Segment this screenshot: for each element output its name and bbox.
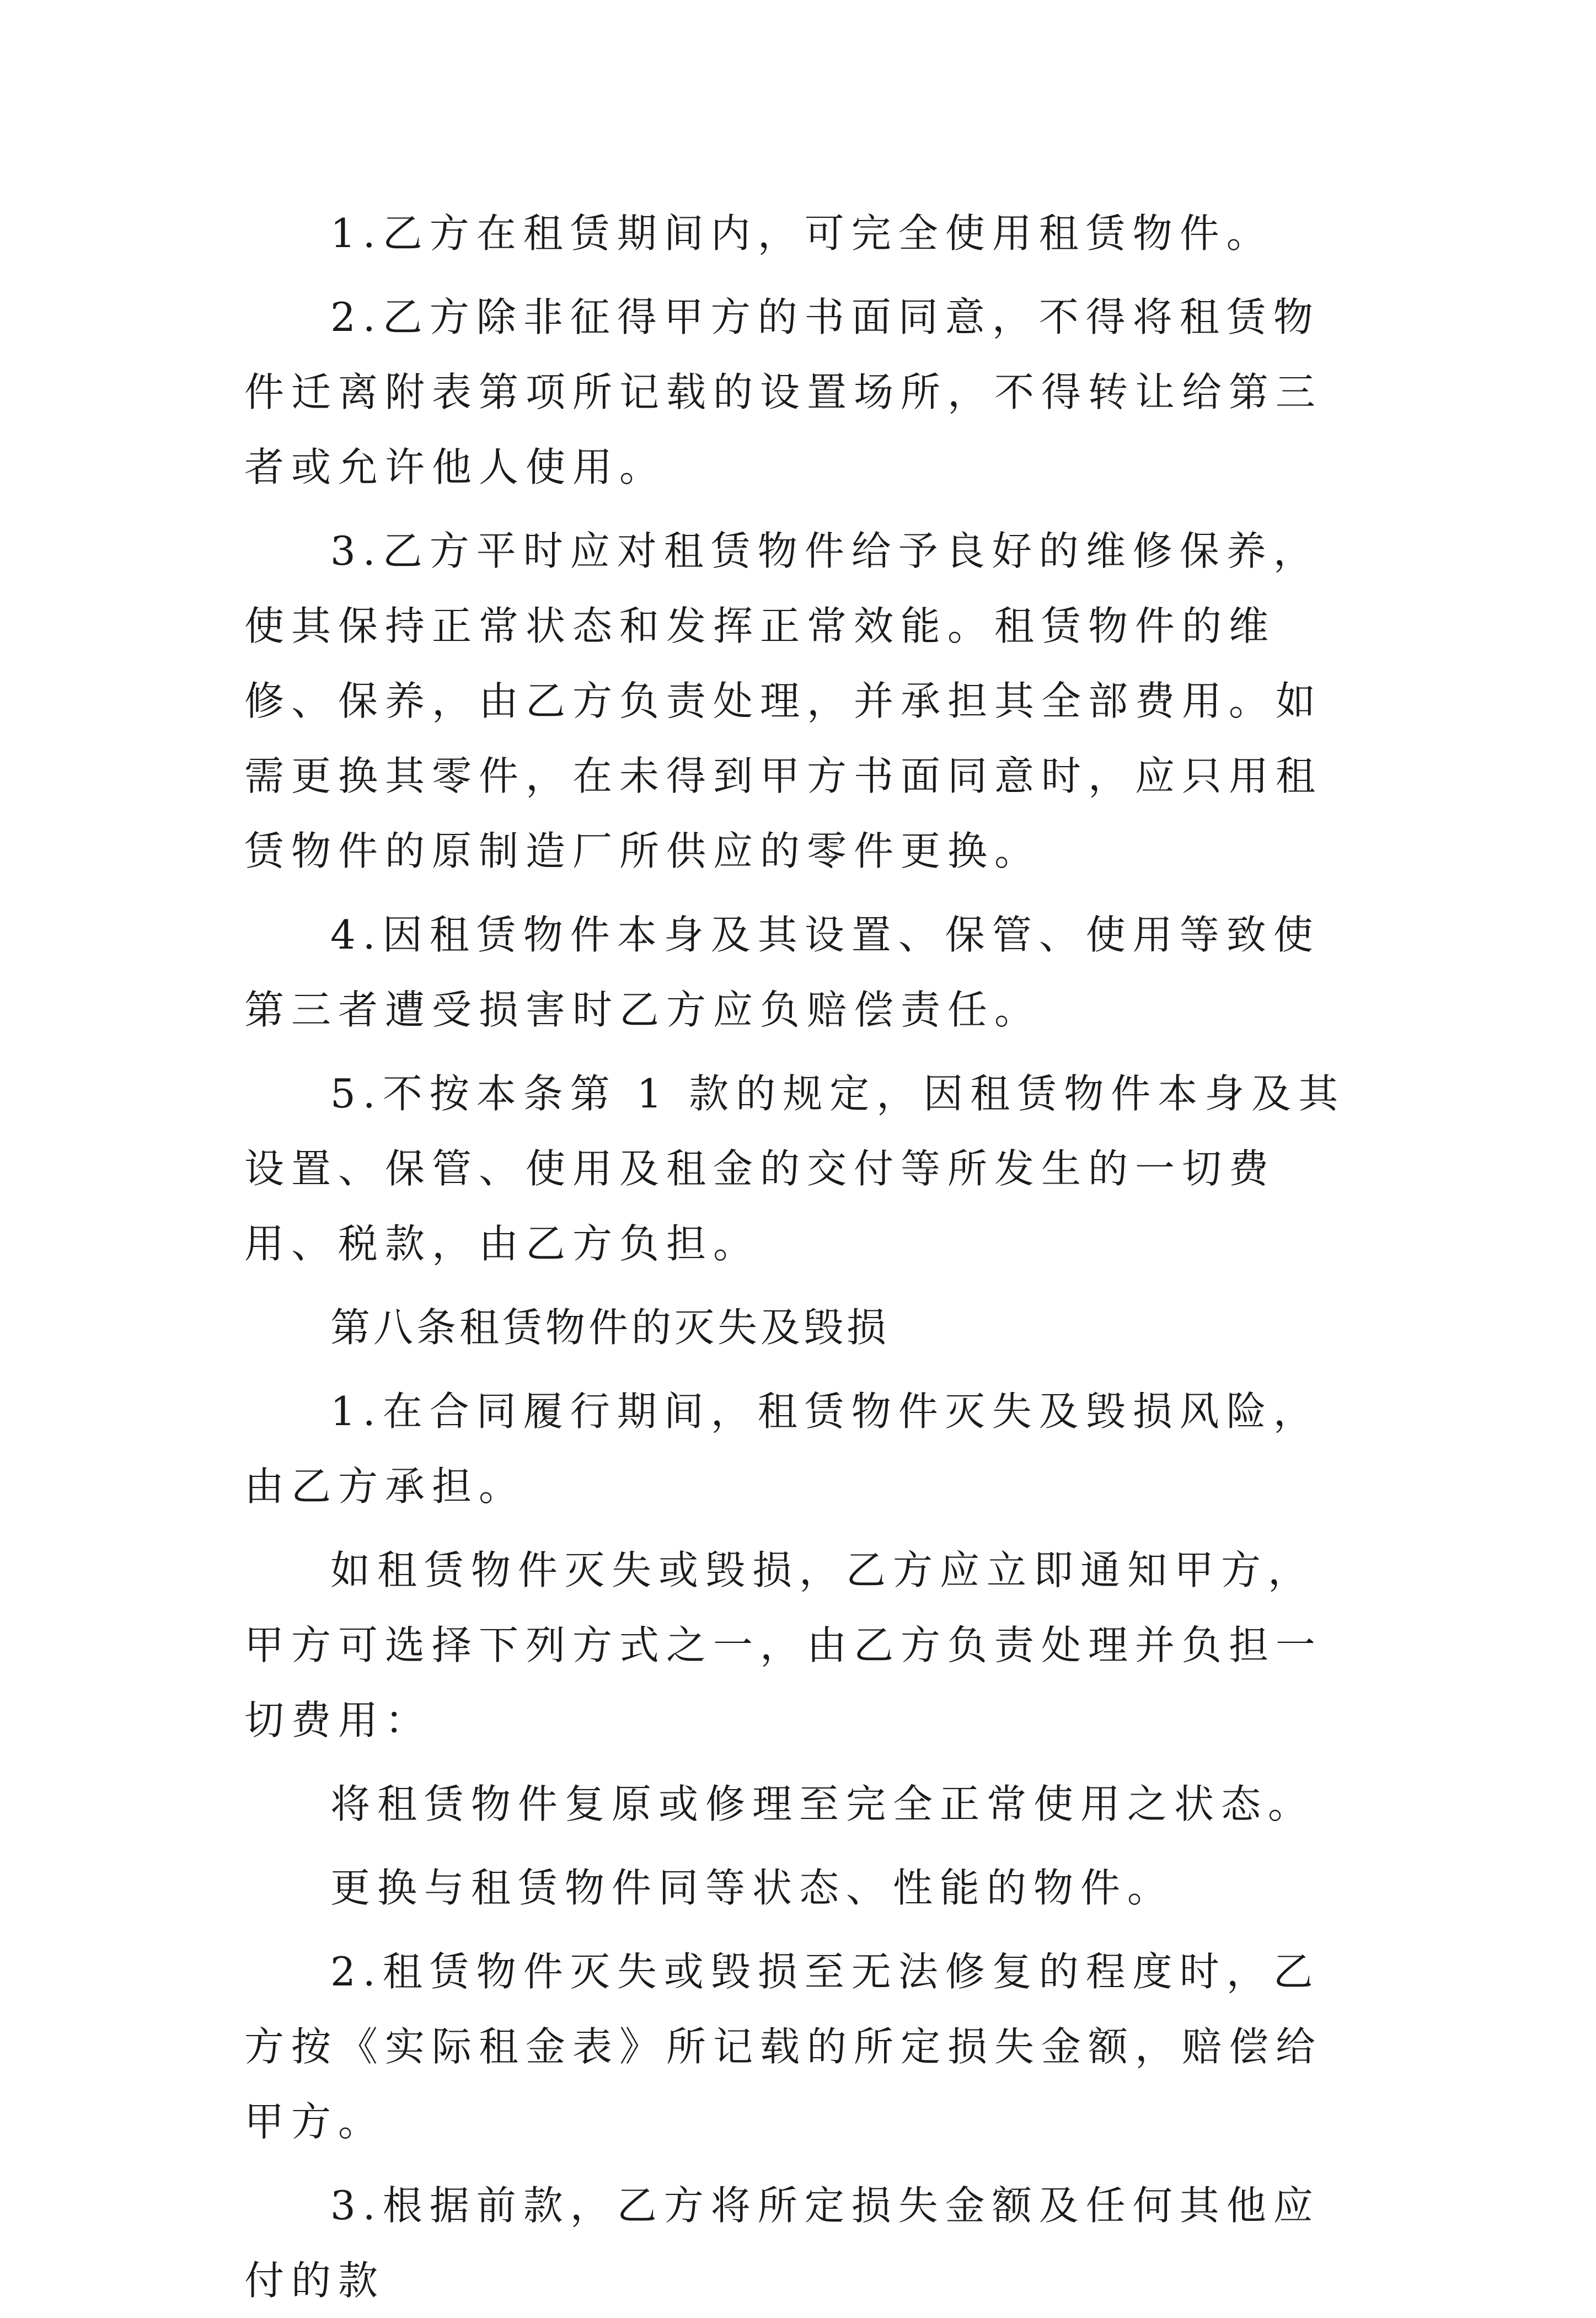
paragraph-loss-notice: 如租赁物件灭失或毁损，乙方应立即通知甲方，甲方可选择下列方式之一，由乙方负责处理并负担一切费用：: [244, 1547, 1323, 1743]
paragraph-article-8-clause-3: 3.根据前款，乙方将所定损失金额及任何其他应付的款: [244, 2182, 1320, 2304]
paragraph-option-restore: 将租赁物件复原或修理至完全正常使用之状态。: [330, 1781, 1315, 1827]
paragraph-clause-3: 3.乙方平时应对租赁物件给予良好的维修保养，使其保持正常状态和发挥正常效能。租赁物件的维修、保养，由乙方负责处理，并承担其全部费用。如需更换其零件，在未得到甲方书面同意时，应只用租赁物件的原制造厂所供应的零件更换。: [244, 528, 1323, 874]
paragraph-clause-2: 2.乙方除非征得甲方的书面同意，不得将租赁物件迁离附表第项所记载的设置场所，不得转让给第三者或允许他人使用。: [244, 294, 1323, 490]
paragraph-article-8-clause-2: 2.租赁物件灭失或毁损至无法修复的程度时，乙方按《实际租金表》所记载的所定损失金额，赔偿给甲方。: [244, 1948, 1323, 2145]
paragraph-option-replace: 更换与租赁物件同等状态、性能的物件。: [330, 1865, 1175, 1911]
paragraph-clause-1: 1.乙方在租赁期间内，可完全使用租赁物件。: [330, 210, 1273, 256]
paragraph-article-8-clause-1: 1.在合同履行期间，租赁物件灭失及毁损风险，由乙方承担。: [244, 1388, 1320, 1509]
article-8-heading: 第八条租赁物件的灭失及毁损: [330, 1304, 890, 1351]
document-body: [244, 196, 1356, 2318]
paragraph-clause-5: 5.不按本条第 1 款的规定，因租赁物件本身及其设置、保管、使用及租金的交付等所发生的一切费用、税款，由乙方负担。: [244, 1070, 1346, 1267]
paragraph-clause-4: 4.因租赁物件本身及其设置、保管、使用等致使第三者遭受损害时乙方应负赔偿责任。: [244, 912, 1320, 1033]
